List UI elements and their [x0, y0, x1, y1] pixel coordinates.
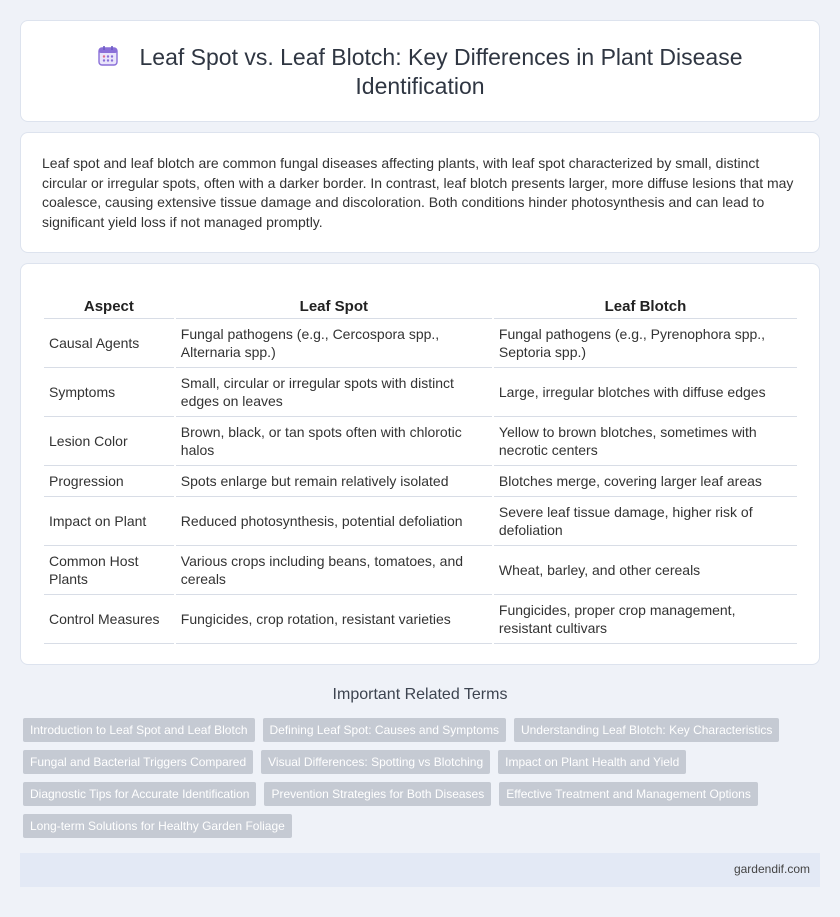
related-terms-title: Important Related Terms	[332, 686, 508, 703]
cell-leaf-spot: Various crops including beans, tomatoes, and cereals	[176, 546, 492, 595]
cell-leaf-blotch: Blotches merge, covering larger leaf areas	[494, 466, 797, 497]
related-term-tag[interactable]: Diagnostic Tips for Accurate Identification	[23, 782, 256, 806]
cell-leaf-blotch: Severe leaf tissue damage, higher risk of defoliation	[494, 497, 797, 546]
cell-aspect: Control Measures	[44, 595, 174, 644]
comparison-card	[20, 263, 820, 665]
cell-leaf-blotch: Large, irregular blotches with diffuse edges	[494, 368, 797, 417]
cell-leaf-spot: Spots enlarge but remain relatively isolated	[176, 466, 492, 497]
cell-leaf-spot: Brown, black, or tan spots often with chlorotic halos	[176, 417, 492, 466]
comparison-table	[42, 297, 799, 644]
table-header-row	[44, 297, 797, 319]
cell-leaf-spot: Fungicides, crop rotation, resistant varieties	[176, 595, 492, 644]
table-row	[44, 595, 797, 644]
intro-paragraph: Leaf spot and leaf blotch are common fungal diseases affecting plants, with leaf spot characterized by small, distinct circular or irregular spots, often with a darker border. In contrast, leaf blotch presents larger, more diffuse lesions that may coalesce, causing extensive tissue damage and discoloration. Both conditions hinder photosynthesis and can lead to significant yield loss if not managed promptly.	[42, 155, 794, 230]
tag-row	[23, 782, 813, 806]
table-row	[44, 546, 797, 595]
cell-leaf-blotch: Yellow to brown blotches, sometimes with necrotic centers	[494, 417, 797, 466]
footer-site-link[interactable]: gardendif.com	[733, 862, 810, 876]
cell-aspect: Common Host Plants	[44, 546, 174, 595]
calendar-icon	[97, 45, 119, 67]
cell-leaf-spot: Small, circular or irregular spots with distinct edges on leaves	[176, 368, 492, 417]
cell-aspect: Impact on Plant	[44, 497, 174, 546]
cell-leaf-spot: Fungal pathogens (e.g., Cercospora spp., Alternaria spp.)	[176, 319, 492, 368]
table-row	[44, 417, 797, 466]
related-term-tag[interactable]: Prevention Strategies for Both Diseases	[264, 782, 491, 806]
cell-leaf-blotch: Wheat, barley, and other cereals	[494, 546, 797, 595]
related-term-tag[interactable]: Impact on Plant Health and Yield	[498, 750, 686, 774]
intro-card	[20, 132, 820, 253]
cell-leaf-blotch: Fungal pathogens (e.g., Pyrenophora spp., Septoria spp.)	[494, 319, 797, 368]
related-term-tag[interactable]: Defining Leaf Spot: Causes and Symptoms	[263, 718, 506, 742]
table-row	[44, 466, 797, 497]
header-leaf-blotch: Leaf Blotch	[494, 297, 797, 319]
table-row	[44, 497, 797, 546]
cell-leaf-spot: Reduced photosynthesis, potential defoliation	[176, 497, 492, 546]
footer-bar	[20, 853, 820, 887]
cell-aspect: Lesion Color	[44, 417, 174, 466]
table-row	[44, 368, 797, 417]
related-terms-tags	[23, 718, 813, 846]
related-term-tag[interactable]: Effective Treatment and Management Options	[499, 782, 758, 806]
page-title-text: Leaf Spot vs. Leaf Blotch: Key Differences in Plant Disease Identification	[139, 44, 743, 99]
cell-aspect: Causal Agents	[44, 319, 174, 368]
table-row	[44, 319, 797, 368]
header-card	[20, 20, 820, 122]
related-term-tag[interactable]: Introduction to Leaf Spot and Leaf Blotch	[23, 718, 255, 742]
cell-aspect: Progression	[44, 466, 174, 497]
page-title	[61, 43, 779, 101]
cell-leaf-blotch: Fungicides, proper crop management, resistant cultivars	[494, 595, 797, 644]
tag-row	[23, 750, 813, 774]
related-term-tag[interactable]: Fungal and Bacterial Triggers Compared	[23, 750, 253, 774]
tag-row	[23, 718, 813, 742]
title-wrap	[61, 43, 779, 101]
related-term-tag[interactable]: Visual Differences: Spotting vs Blotching	[261, 750, 490, 774]
tag-row	[23, 814, 813, 838]
related-term-tag[interactable]: Long-term Solutions for Healthy Garden Foliage	[23, 814, 292, 838]
related-term-tag[interactable]: Understanding Leaf Blotch: Key Characteristics	[514, 718, 779, 742]
header-leaf-spot: Leaf Spot	[176, 297, 492, 319]
cell-aspect: Symptoms	[44, 368, 174, 417]
header-aspect: Aspect	[44, 297, 174, 319]
